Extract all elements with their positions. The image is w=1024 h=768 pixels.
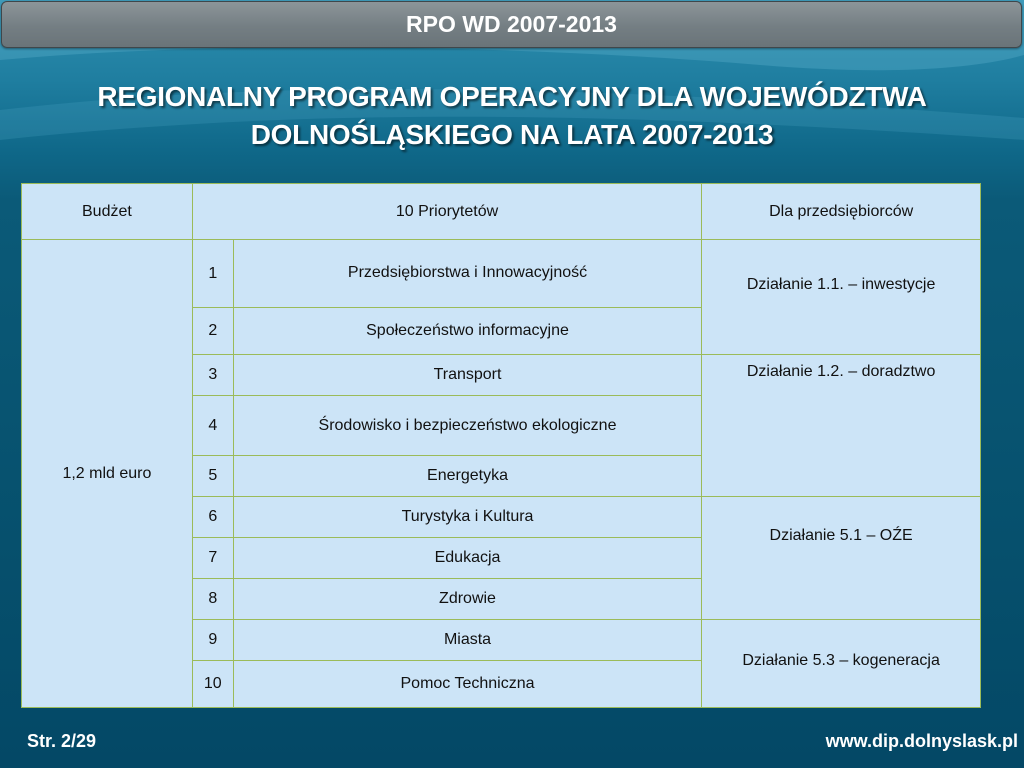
header-priorities: 10 Priorytetów [192, 184, 701, 240]
table-header-row [22, 184, 981, 240]
priority-name: Energetyka [233, 456, 701, 497]
slide-title [60, 78, 964, 154]
header-entrepreneurs: Dla przedsiębiorców [702, 184, 981, 240]
priority-number: 6 [192, 497, 233, 538]
header-bar [1, 1, 1022, 48]
action-item: Działanie 1.2. – doradztwo [702, 355, 981, 497]
footer-url[interactable]: www.dip.dolnyslask.pl [825, 731, 1018, 751]
priority-number: 4 [192, 396, 233, 456]
priority-name: Pomoc Techniczna [233, 661, 701, 708]
action-item: Działanie 5.1 – OŹE [702, 497, 981, 620]
priority-name: Miasta [233, 620, 701, 661]
slide-title-line-1: REGIONALNY PROGRAM OPERACYJNY DLA WOJEWÓDZTWA [97, 81, 927, 112]
priorities-table [21, 183, 981, 708]
priority-number: 7 [192, 538, 233, 579]
priority-number: 2 [192, 308, 233, 355]
budget-value: 1,2 mld euro [22, 240, 193, 708]
priority-number: 5 [192, 456, 233, 497]
priority-number: 1 [192, 240, 233, 308]
priority-name: Transport [233, 355, 701, 396]
priority-name: Społeczeństwo informacyjne [233, 308, 701, 355]
header-budget: Budżet [22, 184, 193, 240]
page-number: Str. 2/29 [27, 731, 97, 751]
slide-title-line-2: DOLNOŚLĄSKIEGO NA LATA 2007-2013 [250, 119, 774, 150]
priority-name: Środowisko i bezpieczeństwo ekologiczne [233, 396, 701, 456]
priority-number: 3 [192, 355, 233, 396]
action-item: Działanie 1.1. – inwestycje [702, 240, 981, 355]
priority-number: 9 [192, 620, 233, 661]
priority-number: 8 [192, 579, 233, 620]
priority-name: Turystyka i Kultura [233, 497, 701, 538]
table-row [22, 240, 981, 308]
priority-name: Przedsiębiorstwa i Innowacyjność [233, 240, 701, 308]
header-title: RPO WD 2007-2013 [406, 11, 617, 37]
priority-name: Zdrowie [233, 579, 701, 620]
priority-name: Edukacja [233, 538, 701, 579]
priority-number: 10 [192, 661, 233, 708]
action-item: Działanie 5.3 – kogeneracja [702, 620, 981, 708]
